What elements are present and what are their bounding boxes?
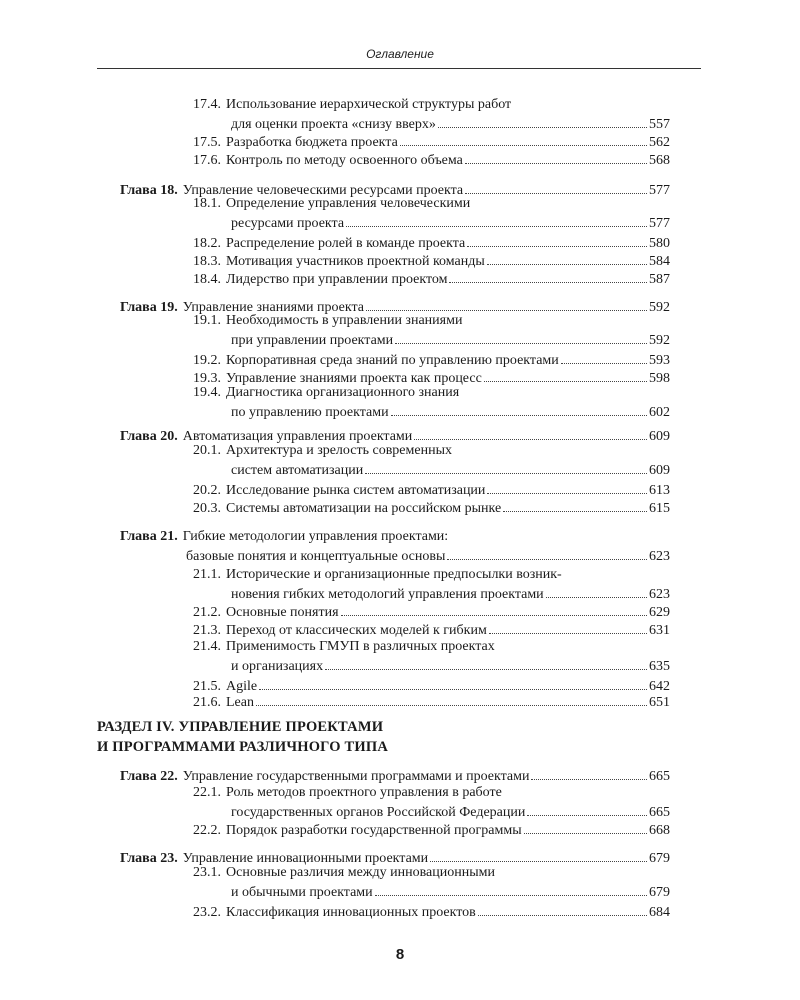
subsection-entry-line [0, 402, 800, 420]
subsection-title: Мотивация участников проектной команды [226, 254, 485, 269]
entry-label [231, 462, 363, 480]
subsection-entry-line [0, 902, 800, 920]
dot-leader [487, 480, 647, 494]
toc-line [231, 882, 670, 900]
chapter-entry-line [0, 766, 800, 784]
subsection-title: Переход от классических моделей к гибким [226, 623, 487, 638]
subsection-number: 19.3. [193, 371, 221, 386]
subsection-title: Роль методов проектного управления в работе [226, 785, 502, 800]
toc-line [193, 480, 670, 498]
subsection-entry-line [0, 233, 800, 251]
page-ref: 668 [649, 823, 670, 838]
dot-leader [414, 426, 647, 440]
subsection-title: Архитектура и зрелость современных [226, 443, 452, 458]
subsection-number: 21.5. [193, 679, 221, 694]
toc-line [120, 528, 448, 546]
page-ref: 629 [649, 605, 670, 620]
entry-label [193, 566, 562, 584]
subsection-number: 20.1. [193, 443, 221, 458]
subsection-number: 23.1. [193, 865, 221, 880]
subsection-title: новения гибких методологий управления проектами [231, 587, 544, 602]
page-ref: 665 [649, 769, 670, 784]
page-ref: 609 [649, 463, 670, 478]
page-ref: 593 [649, 353, 670, 368]
entry-label [193, 694, 254, 712]
page-ref: 642 [649, 679, 670, 694]
section-heading-line-2: И ПРОГРАММАМИ РАЗЛИЧНОГО ТИПА [97, 739, 389, 755]
subsection-title: Порядок разработки государственной программы [226, 823, 522, 838]
chapter-title: Управление знаниями проекта [182, 300, 364, 315]
entry-label [193, 638, 495, 656]
subsection-number: 21.1. [193, 567, 221, 582]
subsection-title: Определение управления человеческими [226, 196, 471, 211]
toc-line [193, 498, 670, 516]
subsection-entry-line [0, 442, 800, 460]
subsection-title: Применимость ГМУП в различных проектах [226, 639, 495, 654]
subsection-title: и организациях [231, 659, 324, 674]
subsection-number: 21.2. [193, 605, 221, 620]
toc-line [231, 402, 670, 420]
dot-leader [395, 330, 647, 344]
dot-leader [531, 766, 647, 780]
subsection-number: 17.5. [193, 135, 221, 150]
entry-label [120, 528, 448, 546]
page-ref: 584 [649, 254, 670, 269]
subsection-title: Контроль по методу освоенного объема [226, 153, 463, 168]
subsection-entry-line [0, 480, 800, 498]
page-ref: 592 [649, 300, 670, 315]
subsection-entry-line [0, 802, 800, 820]
dot-leader [489, 620, 647, 634]
subsection-title: Распределение ролей в команде проекта [226, 236, 466, 251]
toc-line [193, 692, 670, 710]
page-ref: 609 [649, 429, 670, 444]
subsection-title: и обычными проектами [231, 885, 373, 900]
dot-leader [375, 882, 647, 896]
subsection-title: государственных органов Российской Федерации [231, 805, 526, 820]
entry-label [231, 404, 389, 422]
subsection-entry-line [0, 195, 800, 213]
toc-line [193, 251, 670, 269]
subsection-entry-line [0, 692, 800, 710]
page-ref: 635 [649, 659, 670, 674]
subsection-entry-line [0, 384, 800, 402]
subsection-number: 22.1. [193, 785, 221, 800]
dot-leader [561, 350, 647, 364]
subsection-title: Разработка бюджета проекта [226, 135, 398, 150]
subsection-number: 21.4. [193, 639, 221, 654]
dot-leader [325, 656, 647, 670]
section-heading-line-1: РАЗДЕЛ IV. УПРАВЛЕНИЕ ПРОЕКТАМИ [97, 719, 384, 735]
subsection-entry-line [0, 566, 800, 584]
chapter-number: Глава 20. [120, 429, 178, 444]
dot-leader [465, 150, 647, 164]
page-ref: 577 [649, 183, 670, 198]
toc-line [193, 820, 670, 838]
toc-line [193, 96, 511, 114]
subsection-number: 18.2. [193, 236, 221, 251]
page-ref: 562 [649, 135, 670, 150]
dot-leader [259, 676, 647, 690]
toc-line [193, 784, 502, 802]
entry-label [193, 384, 459, 402]
page-ref: 598 [649, 371, 670, 386]
entry-label [231, 884, 373, 902]
entry-label [186, 548, 445, 566]
toc-line [193, 902, 670, 920]
subsection-entry-line [0, 312, 800, 330]
subsection-title: Лидерство при управлении проектом [226, 272, 448, 287]
subsection-number: 22.2. [193, 823, 221, 838]
dot-leader [341, 602, 647, 616]
subsection-title: Корпоративная среда знаний по управлению проектами [226, 353, 559, 368]
subsection-entry-line [0, 251, 800, 269]
subsection-title: по управлению проектами [231, 405, 389, 420]
page-ref: 684 [649, 905, 670, 920]
subsection-number: 18.4. [193, 272, 221, 287]
subsection-number: 19.4. [193, 385, 221, 400]
subsection-title: Основные понятия [226, 605, 339, 620]
entry-label [193, 784, 502, 802]
subsection-title: Диагностика организационного знания [226, 385, 460, 400]
subsection-title: при управлении проектами [231, 333, 394, 348]
dot-leader [366, 297, 647, 311]
subsection-title: Исследование рынка систем автоматизации [226, 483, 486, 498]
toc-line [231, 656, 670, 674]
page-ref: 592 [649, 333, 670, 348]
page-number: 8 [395, 946, 405, 963]
toc-line [231, 330, 670, 348]
subsection-entry-line [0, 150, 800, 168]
page-ref: 580 [649, 236, 670, 251]
chapter-number: Глава 18. [120, 183, 178, 198]
entry-label [193, 904, 476, 922]
toc-line [231, 802, 670, 820]
entry-label [231, 215, 344, 233]
dot-leader [449, 269, 647, 283]
toc-line [193, 195, 470, 213]
subsection-number: 20.2. [193, 483, 221, 498]
subsection-title: систем автоматизации [231, 463, 364, 478]
dot-leader [503, 498, 647, 512]
page-ref: 557 [649, 117, 670, 132]
subsection-number: 21.3. [193, 623, 221, 638]
page-ref: 623 [649, 549, 670, 564]
subsection-number: 21.6. [193, 695, 221, 710]
chapter-number: Глава 19. [120, 300, 178, 315]
dot-leader [346, 213, 647, 227]
page-ref: 613 [649, 483, 670, 498]
subsection-entry-line [0, 269, 800, 287]
chapter-title: Управление инновационными проектами [182, 851, 429, 866]
subsection-entry-line [0, 602, 800, 620]
chapter-title: базовые понятия и концептуальные основы [186, 549, 446, 564]
toc-line [231, 114, 670, 132]
toc-line [193, 150, 670, 168]
subsection-entry-line [0, 784, 800, 802]
chapter-entry-line [0, 528, 800, 546]
subsection-number: 18.1. [193, 196, 221, 211]
subsection-number: 19.1. [193, 313, 221, 328]
toc-line [193, 602, 670, 620]
dot-leader [478, 902, 647, 916]
subsection-entry-line [0, 213, 800, 231]
chapter-number: Глава 22. [120, 769, 178, 784]
subsection-entry-line [0, 350, 800, 368]
dot-leader [467, 233, 647, 247]
subsection-entry-line [0, 820, 800, 838]
toc-line [193, 566, 562, 584]
dot-leader [391, 402, 647, 416]
subsection-title: Системы автоматизации на российском рынке [226, 501, 502, 516]
dot-leader [487, 251, 647, 265]
toc-line [193, 384, 459, 402]
chapter-title: Гибкие методологии управления проектами: [182, 529, 449, 544]
subsection-entry-line [0, 864, 800, 882]
dot-leader [465, 180, 647, 194]
toc-line [231, 584, 670, 602]
subsection-number: 18.3. [193, 254, 221, 269]
subsection-number: 17.4. [193, 97, 221, 112]
subsection-title: Agile [226, 679, 258, 694]
subsection-number: 20.3. [193, 501, 221, 516]
toc-line [193, 233, 670, 251]
subsection-title: Основные различия между инновационными [226, 865, 495, 880]
subsection-title: Использование иерархической структуры работ [226, 97, 512, 112]
subsection-entry-line [0, 114, 800, 132]
entry-label [193, 195, 470, 213]
toc-line [231, 460, 670, 478]
subsection-number: 23.2. [193, 905, 221, 920]
entry-label [231, 332, 393, 350]
subsection-entry-line [0, 638, 800, 656]
page-ref: 679 [649, 885, 670, 900]
entry-label [193, 500, 501, 518]
toc-line [193, 132, 670, 150]
subsection-number: 19.2. [193, 353, 221, 368]
entry-label [193, 864, 495, 882]
chapter-title: Управление человеческими ресурсами проекта [182, 183, 464, 198]
running-header: Оглавление [366, 47, 434, 61]
dot-leader [400, 132, 647, 146]
entry-label [193, 822, 522, 840]
page-ref: 631 [649, 623, 670, 638]
toc-line [193, 350, 670, 368]
subsection-title: Исторические и организационные предпосылки возник- [226, 567, 562, 582]
subsection-entry-line [0, 498, 800, 516]
dot-leader [365, 460, 647, 474]
page-ref: 665 [649, 805, 670, 820]
subsection-title: ресурсами проекта [231, 216, 345, 231]
entry-label [193, 271, 447, 289]
subsection-title: Классификация инновационных проектов [226, 905, 476, 920]
entry-label [193, 96, 511, 114]
subsection-number: 17.6. [193, 153, 221, 168]
toc-line [193, 638, 495, 656]
page-ref: 602 [649, 405, 670, 420]
page-ref: 615 [649, 501, 670, 516]
dot-leader [438, 114, 647, 128]
page-ref: 577 [649, 216, 670, 231]
dot-leader [527, 802, 647, 816]
chapter-title: Управление государственными программами и проектами [182, 769, 530, 784]
subsection-title: Управление знаниями проекта как процесс [226, 371, 482, 386]
toc-line [193, 864, 495, 882]
entry-label [231, 658, 323, 676]
subsection-entry-line [0, 330, 800, 348]
dot-leader [524, 820, 647, 834]
page-ref: 623 [649, 587, 670, 602]
subsection-entry-line [0, 882, 800, 900]
entry-label [193, 152, 463, 170]
subsection-entry-line [0, 620, 800, 638]
toc-line [193, 620, 670, 638]
page-ref: 651 [649, 695, 670, 710]
toc-line [120, 766, 670, 784]
chapter-title: Автоматизация управления проектами [182, 429, 413, 444]
page-ref: 679 [649, 851, 670, 866]
toc-line [193, 442, 452, 460]
subsection-entry-line [0, 132, 800, 150]
page-ref: 568 [649, 153, 670, 168]
dot-leader [430, 848, 647, 862]
subsection-entry-line [0, 460, 800, 478]
subsection-entry-line [0, 584, 800, 602]
page-ref: 587 [649, 272, 670, 287]
subsection-entry-line [0, 656, 800, 674]
subsection-title: для оценки проекта «снизу вверх» [231, 117, 436, 132]
toc-line [193, 312, 462, 330]
dot-leader [447, 546, 647, 560]
entry-label [193, 442, 452, 460]
toc-line [231, 213, 670, 231]
toc-line [193, 269, 670, 287]
dot-leader [484, 368, 647, 382]
chapter-number: Глава 21. [120, 529, 178, 544]
chapter-entry-line [0, 546, 800, 564]
subsection-title: Lean [226, 695, 254, 710]
chapter-number: Глава 23. [120, 851, 178, 866]
dot-leader [256, 692, 647, 706]
subsection-title: Необходимость в управлении знаниями [226, 313, 463, 328]
entry-label [193, 312, 462, 330]
dot-leader [546, 584, 647, 598]
toc-line [186, 546, 670, 564]
subsection-entry-line [0, 96, 800, 114]
